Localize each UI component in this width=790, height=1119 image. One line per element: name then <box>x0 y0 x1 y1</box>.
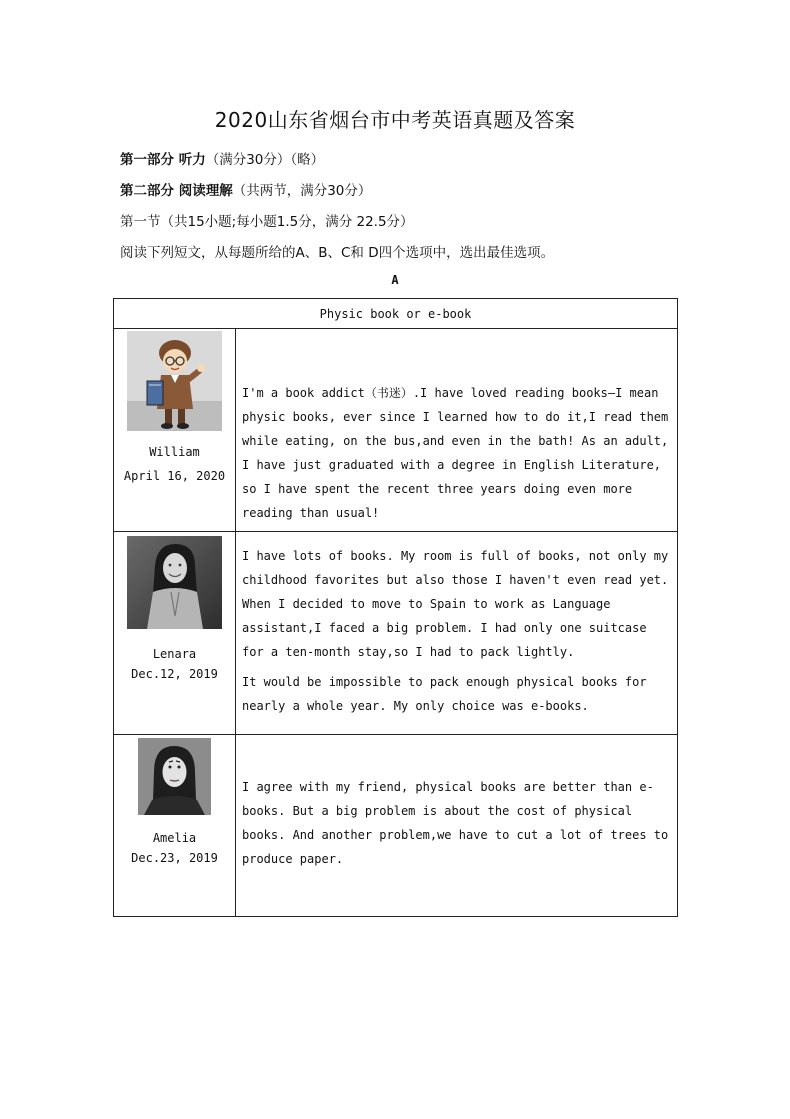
table-header-row <box>114 299 678 329</box>
section1-line: 第一节（共15小题;每小题1.5分，满分 22.5分） <box>120 214 414 230</box>
author-name: Amelia <box>152 831 197 845</box>
part2-heading: 第二部分 阅读理解 <box>120 183 233 199</box>
author-date: Dec.23, 2019 <box>131 851 218 865</box>
page-title: 2020山东省烟台市中考英语真题及答案 <box>214 108 576 132</box>
author-name: Lenara <box>152 647 197 661</box>
posts-table <box>113 298 678 917</box>
table-row <box>114 329 678 532</box>
woman-portrait-photo <box>127 536 222 629</box>
post-cell <box>236 329 678 532</box>
author-date: April 16, 2020 <box>123 469 226 483</box>
author-cell <box>114 735 236 917</box>
part1-line <box>120 148 324 168</box>
post-paragraph: It would be impossible to pack enough physical books for nearly a whole year. My only choice was e-books. <box>242 675 647 713</box>
author-cell <box>114 532 236 735</box>
post-cell <box>236 735 678 917</box>
post-paragraph: I have lots of books. My room is full of books, not only my childhood favorites but also those I haven't even read yet. When I decided to move to Spain to work as Language assistant,I faced a big problem. I had only one suitcase for a ten-month stay,so I had to pack lightly. <box>242 549 669 659</box>
part1-rest: （满分30分）（略） <box>205 152 325 168</box>
instruction-line: 阅读下列短文，从每题所给的A、B、C和 D四个选项中，选出最佳选项。 <box>120 245 555 261</box>
part2-line <box>120 179 371 199</box>
table-row <box>114 532 678 735</box>
post-paragraph: I agree with my friend, physical books are better than e-books. But a big problem is about the cost of physical books. And another problem,we have to cut a lot of trees to produce paper. <box>242 780 669 866</box>
table-header: Physic book or e-book <box>114 299 678 329</box>
part1-heading: 第一部分 听力 <box>120 152 206 168</box>
author-cell <box>114 329 236 532</box>
cartoon-boy-with-book-icon <box>127 331 222 431</box>
passage-label: A <box>391 273 399 287</box>
girl-portrait-photo <box>138 738 211 815</box>
post-paragraph: I'm a book addict（书迷）.I have loved reading books—I mean physic books, ever since I learned how to do it,I read them while eating, on the bus,and even in the bath! As an adult, I have just graduated with a degree in English Literature, so I have spent the recent three years doing even more reading than usual! <box>242 386 669 520</box>
post-cell <box>236 532 678 735</box>
table-row <box>114 735 678 917</box>
author-date: Dec.12, 2019 <box>131 667 218 681</box>
author-name: William <box>149 445 200 459</box>
part2-rest: （共两节，满分30分） <box>232 183 372 199</box>
